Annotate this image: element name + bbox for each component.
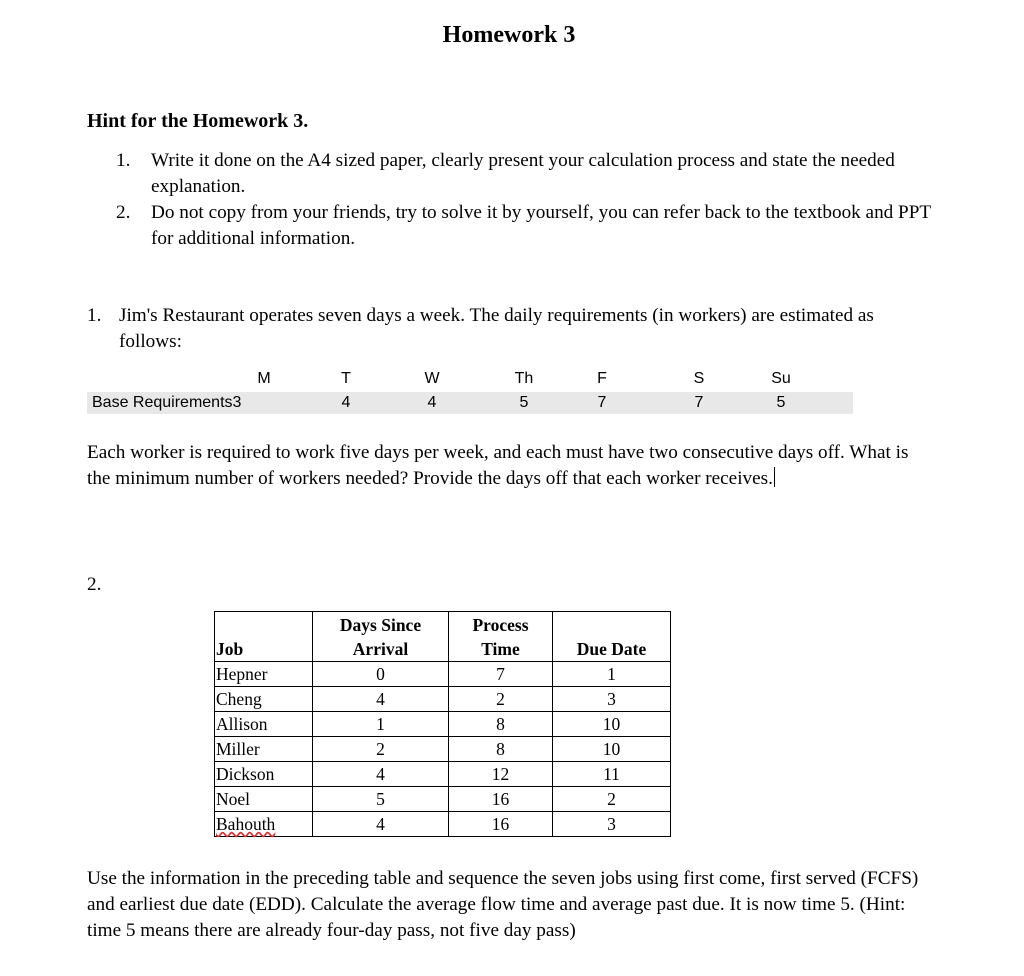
header-line: Process <box>472 615 529 635</box>
requirement-value: 4 <box>427 394 437 411</box>
day-header: Su <box>771 370 791 387</box>
table-row <box>215 662 671 687</box>
day-header: W <box>424 370 440 387</box>
process-time: 8 <box>449 737 553 762</box>
hint-heading: Hint for the Homework 3. <box>87 110 309 132</box>
table-row <box>215 687 671 712</box>
days-since-arrival: 0 <box>313 662 449 687</box>
table-row <box>215 812 671 837</box>
hint-item-number: 2. <box>116 202 131 223</box>
requirement-value: 7 <box>597 394 607 411</box>
question-2-text: Use the information in the preceding table and sequence the seven jobs using first come, first served (FCFS) and earliest due date (EDD). Calculate the average flow time and average past due. It is now time 5. (Hint: time 5 means there are already four-day pass, not five day pass) <box>87 868 919 941</box>
day-header: S <box>693 370 705 387</box>
hint-item-1 <box>116 148 946 200</box>
text-cursor <box>774 467 775 487</box>
process-time: 2 <box>449 687 553 712</box>
table-row <box>215 712 671 737</box>
job-name-text: Bahouth <box>216 814 276 834</box>
header-line: Days Since <box>339 615 422 635</box>
table-row <box>215 737 671 762</box>
days-since-arrival: 4 <box>313 687 449 712</box>
question-1 <box>87 303 907 355</box>
process-time: 8 <box>449 712 553 737</box>
days-since-arrival: 4 <box>313 762 449 787</box>
requirement-value: 5 <box>776 394 786 411</box>
due-date: 11 <box>553 762 671 787</box>
page-title: Homework 3 <box>442 22 576 48</box>
requirement-value: 5 <box>519 394 529 411</box>
due-date: 10 <box>553 712 671 737</box>
column-header-days-since-arrival <box>313 612 449 662</box>
due-date: 1 <box>553 662 671 687</box>
hint-item-2 <box>116 200 946 252</box>
hint-item-number: 1. <box>116 150 131 171</box>
column-header-process-time <box>449 612 553 662</box>
due-date: 10 <box>553 737 671 762</box>
requirements-label-text: Base Requirements <box>92 394 233 411</box>
header-line: Time <box>481 639 520 659</box>
process-time: 16 <box>449 787 553 812</box>
due-date: 2 <box>553 787 671 812</box>
question-1-text: Jim's Restaurant operates seven days a week. The daily requirements (in workers) are estimated as follows: <box>119 305 874 352</box>
process-time: 12 <box>449 762 553 787</box>
job-name: Cheng <box>215 687 313 712</box>
question-1-followup-text: Each worker is required to work five days per week, and each must have two consecutive days off. What is the minimum number of workers needed? Provide the days off that each worker receives. <box>87 442 909 489</box>
requirement-value: 4 <box>341 394 351 411</box>
due-date: 3 <box>553 812 671 837</box>
requirement-value: 7 <box>694 394 704 411</box>
requirements-table <box>87 367 853 415</box>
column-header-due-date: Due Date <box>553 612 671 662</box>
days-since-arrival: 4 <box>313 812 449 837</box>
days-since-arrival: 5 <box>313 787 449 812</box>
column-header-job: Job <box>215 612 313 662</box>
day-header: Th <box>514 370 534 387</box>
due-date: 3 <box>553 687 671 712</box>
job-name <box>215 812 313 837</box>
job-name: Allison <box>215 712 313 737</box>
process-time: 7 <box>449 662 553 687</box>
process-time: 16 <box>449 812 553 837</box>
hint-list <box>116 148 946 252</box>
question-1-followup[interactable] <box>87 440 917 492</box>
hint-item-text: Do not copy from your friends, try to solve it by yourself, you can refer back to the textbook and PPT for additional information. <box>151 202 931 249</box>
header-line: Arrival <box>352 639 409 659</box>
jobs-table <box>214 611 671 837</box>
table-row <box>215 787 671 812</box>
hint-item-text: Write it done on the A4 sized paper, clearly present your calculation process and state the needed explanation. <box>151 150 895 197</box>
table-header-row <box>215 612 671 662</box>
question-1-number: 1. <box>87 305 102 326</box>
day-header: T <box>341 370 351 387</box>
job-name: Dickson <box>215 762 313 787</box>
requirement-value: 3 <box>232 394 242 411</box>
question-2-number: 2. <box>87 574 102 595</box>
job-name: Noel <box>215 787 313 812</box>
day-header: F <box>597 370 607 387</box>
day-header: M <box>257 370 271 387</box>
job-name: Miller <box>215 737 313 762</box>
requirements-label <box>92 394 241 412</box>
days-since-arrival: 2 <box>313 737 449 762</box>
job-name: Hepner <box>215 662 313 687</box>
table-row <box>215 762 671 787</box>
days-since-arrival: 1 <box>313 712 449 737</box>
